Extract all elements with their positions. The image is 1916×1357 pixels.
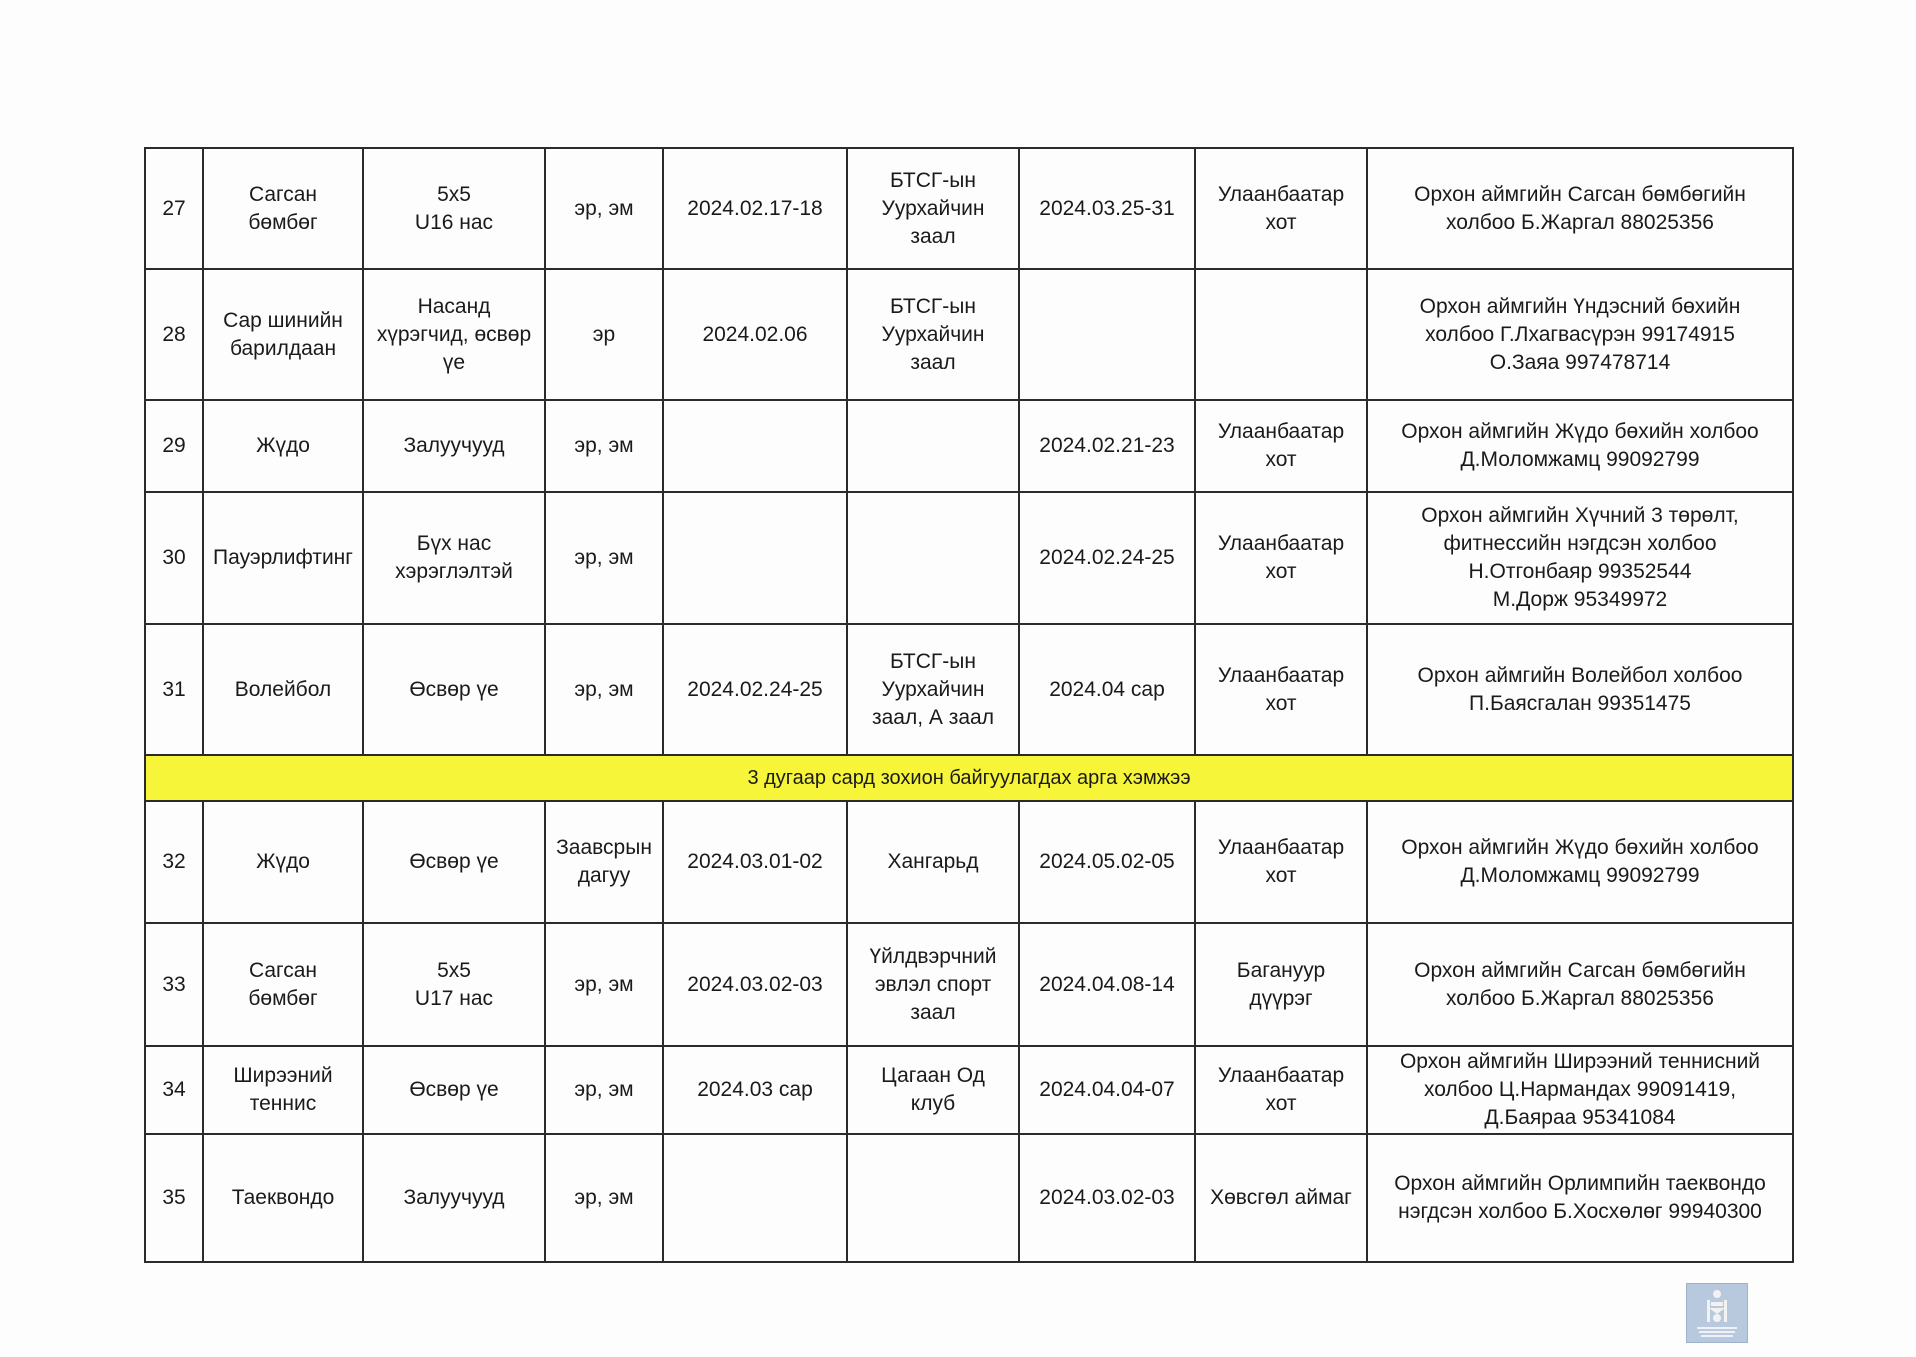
cell-no: 29 <box>145 400 203 492</box>
cell-category: Өсвөр үе <box>363 624 545 755</box>
cell-sport: Сар шинийн барилдаан <box>203 269 363 400</box>
cell-no: 31 <box>145 624 203 755</box>
cell-contact: Орхон аймгийн Үндэсний бөхийн холбоо Г.Лхагвасүрэн 99174915 О.Заяа 997478714 <box>1367 269 1793 400</box>
section-title: 3 дугаар сард зохион байгуулагдах арга хэмжээ <box>145 755 1793 801</box>
cell-venue: Хангарьд <box>847 801 1019 923</box>
cell-event-date: 2024.03.02-03 <box>1019 1134 1195 1262</box>
table-row <box>145 923 1793 1046</box>
cell-venue: БТСГ-ын Уурхайчин заал <box>847 148 1019 269</box>
cell-contact: Орхон аймгийн Сагсан бөмбөгийн холбоо Б.Жаргал 88025356 <box>1367 148 1793 269</box>
cell-venue: БТСГ-ын Уурхайчин заал <box>847 269 1019 400</box>
cell-gender: эр, эм <box>545 923 663 1046</box>
cell-venue: Цагаан Од клуб <box>847 1046 1019 1134</box>
cell-local-date: 2024.02.06 <box>663 269 847 400</box>
cell-gender: Заавсрын дагуу <box>545 801 663 923</box>
cell-location: Улаанбаатар хот <box>1195 801 1367 923</box>
cell-venue: БТСГ-ын Уурхайчин заал, А заал <box>847 624 1019 755</box>
cell-location: Улаанбаатар хот <box>1195 624 1367 755</box>
cell-no: 33 <box>145 923 203 1046</box>
cell-event-date: 2024.05.02-05 <box>1019 801 1195 923</box>
cell-contact: Орхон аймгийн Сагсан бөмбөгийн холбоо Б.Жаргал 88025356 <box>1367 923 1793 1046</box>
cell-location: Улаанбаатар хот <box>1195 400 1367 492</box>
cell-category: Залуучууд <box>363 400 545 492</box>
cell-category: Өсвөр үе <box>363 1046 545 1134</box>
section-header-row <box>145 755 1793 801</box>
cell-no: 34 <box>145 1046 203 1134</box>
cell-sport: Жүдо <box>203 400 363 492</box>
cell-event-date: 2024.04.04-07 <box>1019 1046 1195 1134</box>
cell-sport: Волейбол <box>203 624 363 755</box>
cell-local-date <box>663 1134 847 1262</box>
cell-location: Улаанбаатар хот <box>1195 492 1367 624</box>
table-row <box>145 400 1793 492</box>
cell-gender: эр, эм <box>545 624 663 755</box>
cell-event-date: 2024.04 сар <box>1019 624 1195 755</box>
cell-sport: Сагсан бөмбөг <box>203 923 363 1046</box>
cell-event-date: 2024.02.24-25 <box>1019 492 1195 624</box>
soyombo-emblem-icon <box>1686 1283 1748 1343</box>
cell-category: Өсвөр үе <box>363 801 545 923</box>
cell-local-date: 2024.02.24-25 <box>663 624 847 755</box>
cell-no: 32 <box>145 801 203 923</box>
cell-venue: Үйлдвэрчний эвлэл спорт заал <box>847 923 1019 1046</box>
cell-venue <box>847 400 1019 492</box>
cell-local-date <box>663 492 847 624</box>
cell-location: Улаанбаатар хот <box>1195 148 1367 269</box>
cell-no: 28 <box>145 269 203 400</box>
cell-local-date: 2024.03 сар <box>663 1046 847 1134</box>
cell-no: 27 <box>145 148 203 269</box>
cell-category: Насанд хүрэгчид, өсвөр үе <box>363 269 545 400</box>
cell-local-date: 2024.03.02-03 <box>663 923 847 1046</box>
cell-category: Залуучууд <box>363 1134 545 1262</box>
cell-venue <box>847 1134 1019 1262</box>
cell-gender: эр, эм <box>545 1046 663 1134</box>
cell-contact: Орхон аймгийн Жүдо бөхийн холбоо Д.Моломжамц 99092799 <box>1367 801 1793 923</box>
cell-sport: Пауэрлифтинг <box>203 492 363 624</box>
cell-category: 5х5 U16 нас <box>363 148 545 269</box>
cell-contact: Орхон аймгийн Волейбол холбоо П.Баясгалан 99351475 <box>1367 624 1793 755</box>
cell-sport: Жүдо <box>203 801 363 923</box>
table-row <box>145 1134 1793 1262</box>
cell-gender: эр, эм <box>545 492 663 624</box>
cell-local-date: 2024.02.17-18 <box>663 148 847 269</box>
cell-location: Багануур дүүрэг <box>1195 923 1367 1046</box>
cell-no: 35 <box>145 1134 203 1262</box>
cell-location <box>1195 269 1367 400</box>
table-row <box>145 148 1793 269</box>
table-row <box>145 624 1793 755</box>
cell-sport: Таеквондо <box>203 1134 363 1262</box>
cell-gender: эр, эм <box>545 400 663 492</box>
cell-local-date: 2024.03.01-02 <box>663 801 847 923</box>
cell-contact: Орхон аймгийн Ширээний теннисний холбоо Ц.Нармандах 99091419, Д.Баяраа 95341084 <box>1367 1046 1793 1134</box>
cell-event-date: 2024.04.08-14 <box>1019 923 1195 1046</box>
cell-sport: Сагсан бөмбөг <box>203 148 363 269</box>
table-row <box>145 801 1793 923</box>
cell-location: Хөвсгөл аймаг <box>1195 1134 1367 1262</box>
table-row <box>145 492 1793 624</box>
cell-venue <box>847 492 1019 624</box>
cell-gender: эр, эм <box>545 1134 663 1262</box>
cell-event-date <box>1019 269 1195 400</box>
cell-local-date <box>663 400 847 492</box>
cell-contact: Орхон аймгийн Жүдо бөхийн холбоо Д.Моломжамц 99092799 <box>1367 400 1793 492</box>
table-row <box>145 1046 1793 1134</box>
cell-gender: эр, эм <box>545 148 663 269</box>
cell-location: Улаанбаатар хот <box>1195 1046 1367 1134</box>
cell-event-date: 2024.03.25-31 <box>1019 148 1195 269</box>
cell-category: 5х5 U17 нас <box>363 923 545 1046</box>
cell-contact: Орхон аймгийн Орлимпийн таеквондо нэгдсэн холбоо Б.Хосхөлөг 99940300 <box>1367 1134 1793 1262</box>
cell-contact: Орхон аймгийн Хүчний 3 төрөлт, фитнессийн нэгдсэн холбоо Н.Отгонбаяр 99352544 М.Дорж 95349972 <box>1367 492 1793 624</box>
table-row <box>145 269 1793 400</box>
cell-event-date: 2024.02.21-23 <box>1019 400 1195 492</box>
cell-no: 30 <box>145 492 203 624</box>
cell-sport: Ширээний теннис <box>203 1046 363 1134</box>
cell-gender: эр <box>545 269 663 400</box>
events-table <box>144 147 1794 1263</box>
cell-category: Бүх нас хэрэглэлтэй <box>363 492 545 624</box>
